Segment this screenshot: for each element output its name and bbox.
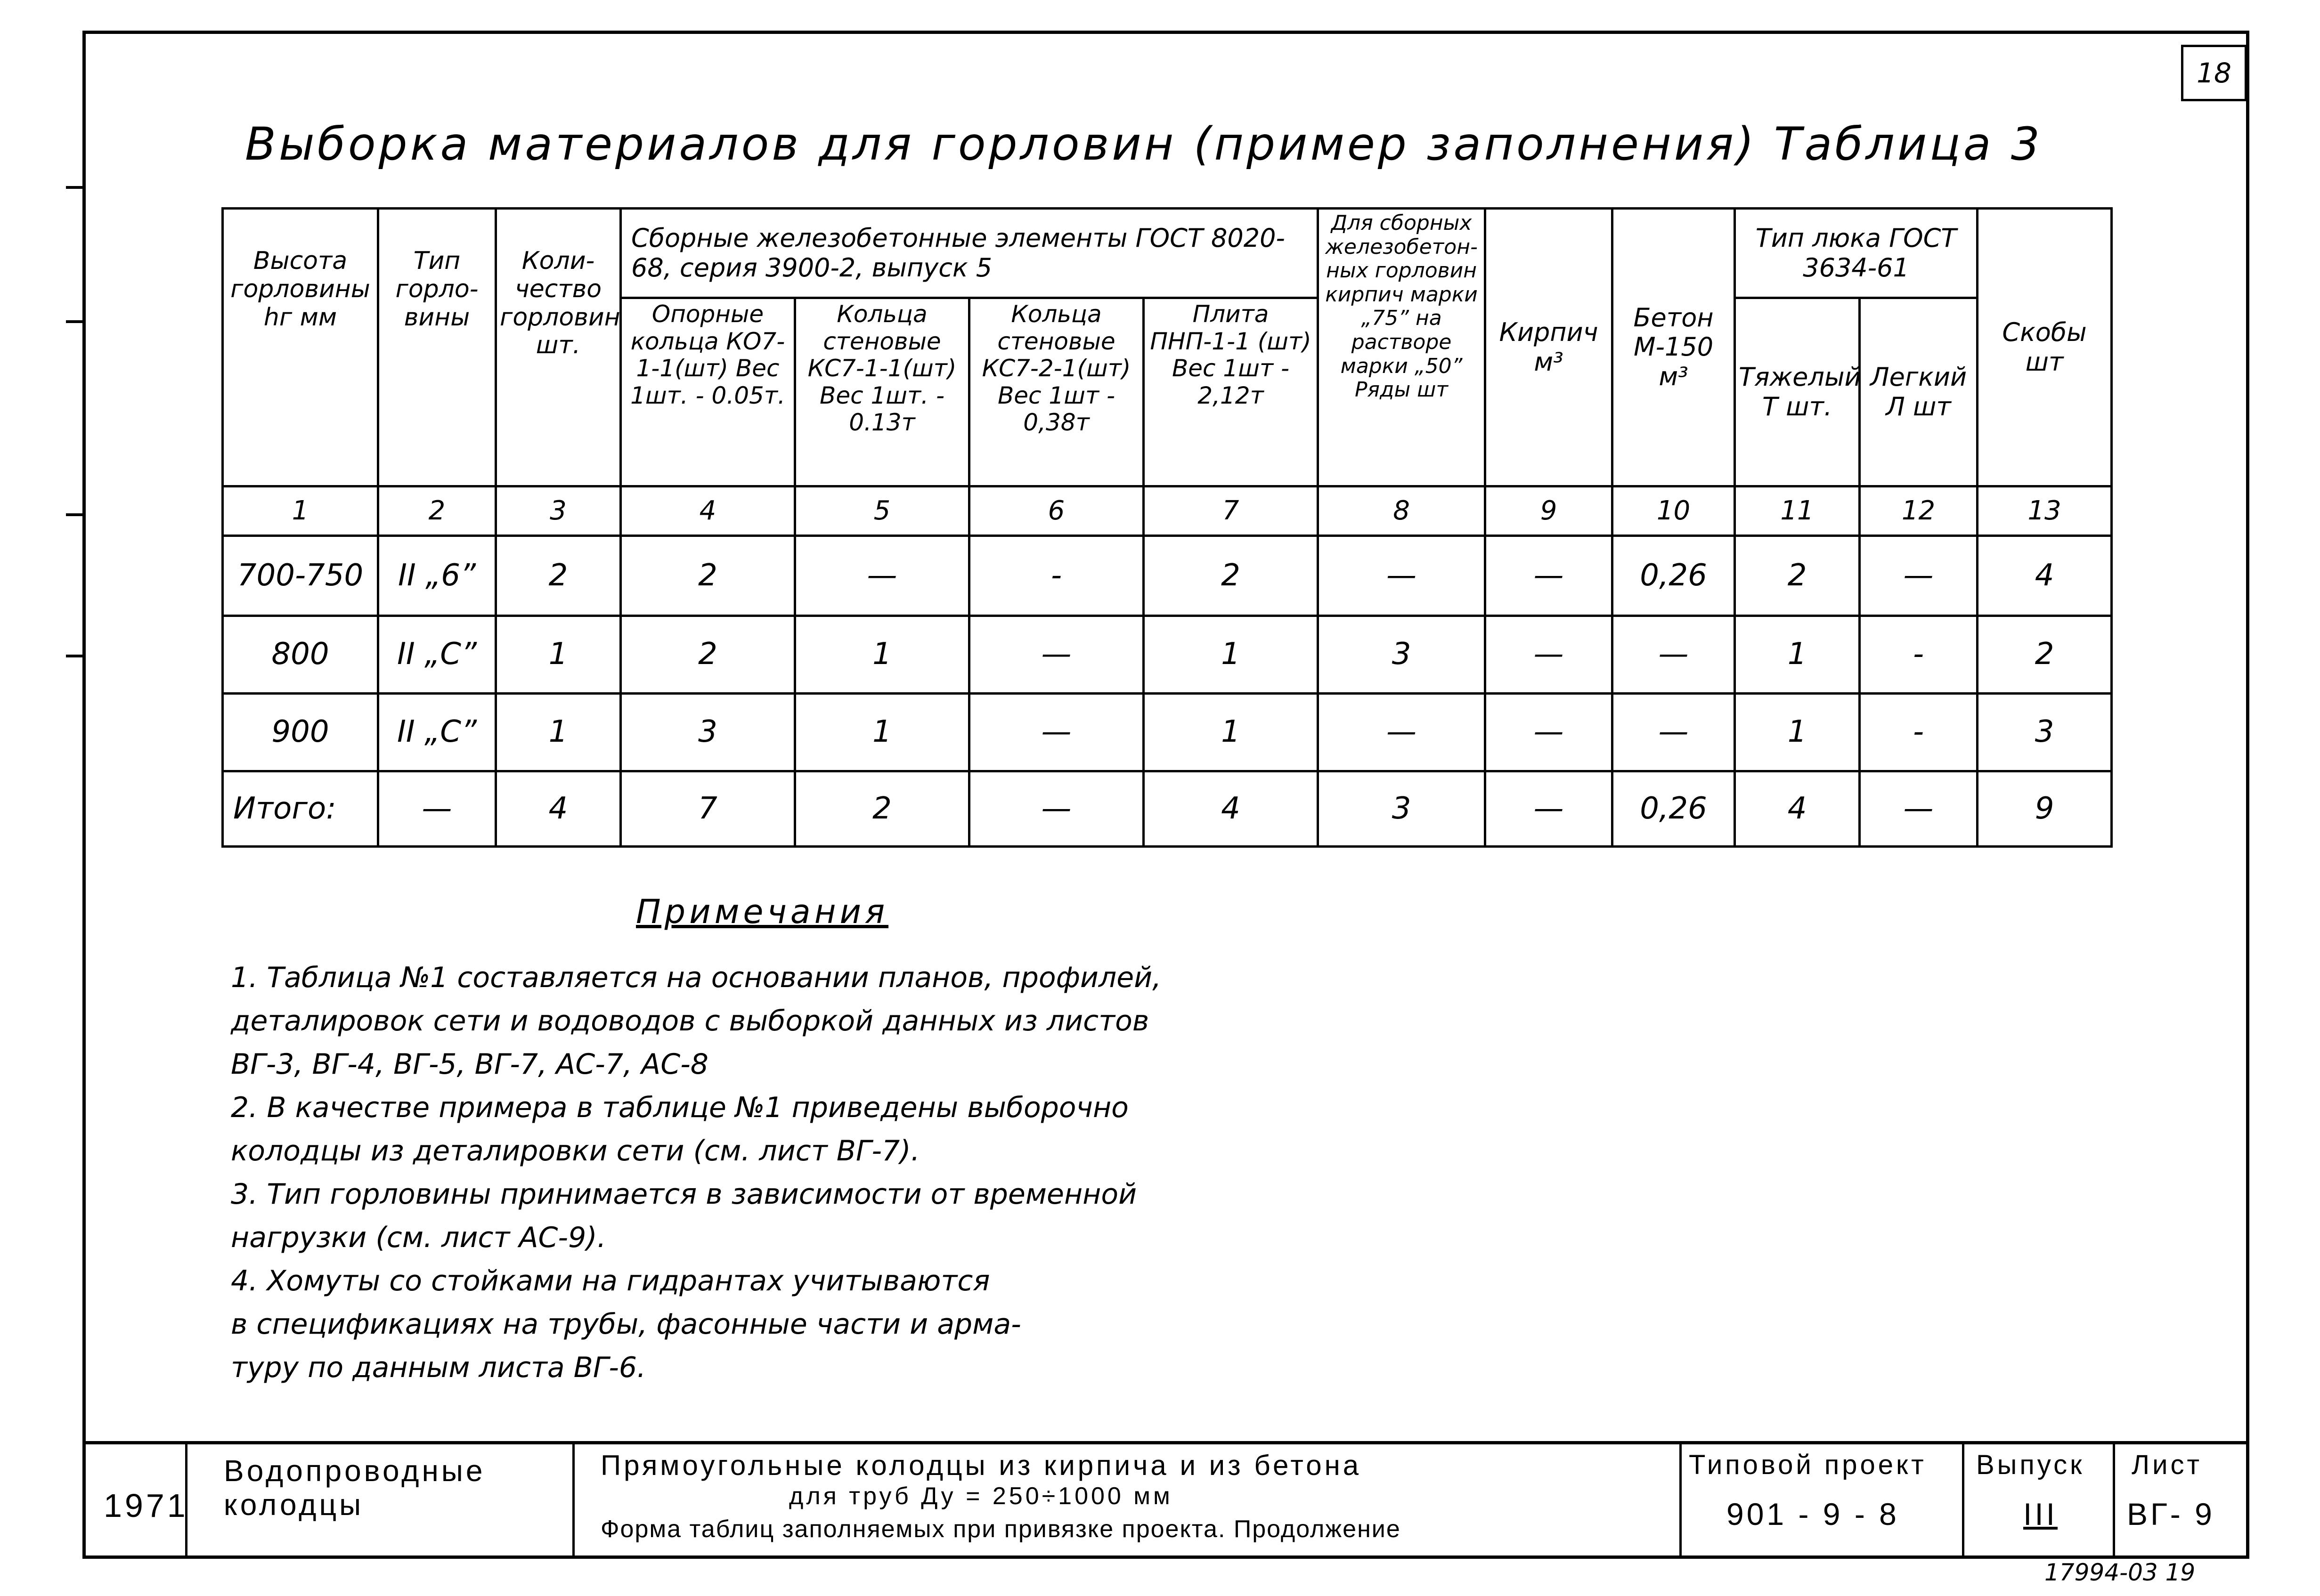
table-cell: 4 bbox=[1144, 771, 1318, 847]
table-cell: 1 bbox=[496, 616, 621, 694]
note-item: 2. В качестве примера в таблице №1 приведены выборочно колодцы из деталировки сети (см. лист ВГ-7). bbox=[231, 1091, 1129, 1167]
table-cell: 3 bbox=[1978, 694, 2112, 771]
table-cell: 2 bbox=[1144, 536, 1318, 616]
title-block-divider bbox=[2113, 1444, 2115, 1559]
frame-tick bbox=[66, 186, 85, 189]
column-number: 1 bbox=[223, 486, 378, 536]
column-number: 12 bbox=[1860, 486, 1978, 536]
table-cell: 3 bbox=[1318, 616, 1485, 694]
col-header-brick: Кирпич м³ bbox=[1485, 209, 1612, 486]
table-row bbox=[223, 694, 2112, 771]
col-header-heavy: Тяжелый Т шт. bbox=[1735, 298, 1860, 486]
column-numbers-row bbox=[223, 486, 2112, 536]
col-header-slab: Плита ПНП-1-1 (шт) Вес 1шт - 2,12т bbox=[1144, 298, 1318, 486]
page-title: Выборка материалов для горловин (пример заполнения) Таблица 3 bbox=[245, 118, 2043, 170]
table-cell: 1 bbox=[795, 694, 969, 771]
table-cell: — bbox=[1612, 694, 1735, 771]
group-header-hatch: Тип люка ГОСТ 3634-61 bbox=[1735, 209, 1978, 298]
header-row bbox=[223, 209, 2112, 298]
col-header-support-rings: Опорные кольца КО7-1-1(шт) Вес 1шт. - 0.05т. bbox=[621, 298, 795, 486]
table-cell: 2 bbox=[621, 616, 795, 694]
stamp-year: 1971 bbox=[104, 1487, 188, 1524]
table-cell: — bbox=[1612, 616, 1735, 694]
column-number: 9 bbox=[1485, 486, 1612, 536]
table-cell: - bbox=[1860, 694, 1978, 771]
total-row bbox=[223, 771, 2112, 847]
table-cell: — bbox=[1485, 694, 1612, 771]
stamp-subject: Водопроводные колодцы bbox=[224, 1454, 486, 1522]
table-cell: II „6” bbox=[378, 536, 496, 616]
table-cell: — bbox=[1860, 771, 1978, 847]
table-cell: — bbox=[969, 771, 1144, 847]
stamp-issue-value: III bbox=[2023, 1497, 2058, 1531]
col-header-concrete: Бетон М-150 м³ bbox=[1612, 209, 1735, 486]
table-cell: - bbox=[969, 536, 1144, 616]
title-block-divider bbox=[572, 1444, 575, 1559]
stamp-sheet-label: Лист bbox=[2132, 1450, 2203, 1480]
col-header-wall-rings-2: Кольца стеновые КС7-2-1(шт) Вес 1шт - 0,38т bbox=[969, 298, 1144, 486]
column-number: 3 bbox=[496, 486, 621, 536]
table-cell: 3 bbox=[1318, 771, 1485, 847]
col-header-light: Легкий Л шт bbox=[1860, 298, 1978, 486]
table-cell: II „С” bbox=[378, 616, 496, 694]
table-cell: 800 bbox=[223, 616, 378, 694]
title-block bbox=[82, 1441, 2249, 1559]
table-cell: 1 bbox=[1144, 616, 1318, 694]
column-number: 8 bbox=[1318, 486, 1485, 536]
stamp-issue-label: Выпуск bbox=[1976, 1450, 2085, 1480]
col-header-type: Тип горло-вины bbox=[378, 209, 496, 486]
column-number: 4 bbox=[621, 486, 795, 536]
column-number: 6 bbox=[969, 486, 1144, 536]
table-cell: 0,26 bbox=[1612, 771, 1735, 847]
table-cell: 4 bbox=[496, 771, 621, 847]
archive-number: 17994-03 19 bbox=[2044, 1559, 2196, 1586]
column-number: 7 bbox=[1144, 486, 1318, 536]
title-block-divider bbox=[1962, 1444, 1964, 1559]
table-cell: 2 bbox=[795, 771, 969, 847]
table-cell: — bbox=[1318, 536, 1485, 616]
col-header-height: Высота горловины hг мм bbox=[223, 209, 378, 486]
table-row bbox=[223, 536, 2112, 616]
col-header-brick-rows: Для сборных железобетон-ных горловин кирпич марки „75” на растворе марки „50” Ряды шт bbox=[1318, 209, 1485, 486]
table-cell: 2 bbox=[1978, 616, 2112, 694]
table-cell: 4 bbox=[1978, 536, 2112, 616]
table-cell: 1 bbox=[1144, 694, 1318, 771]
table-cell: — bbox=[969, 616, 1144, 694]
frame-tick bbox=[66, 320, 85, 323]
stamp-sheet-value: ВГ- 9 bbox=[2127, 1497, 2215, 1531]
table-cell: — bbox=[795, 536, 969, 616]
table-cell: 1 bbox=[795, 616, 969, 694]
table-cell: — bbox=[1485, 536, 1612, 616]
table-cell: 7 bbox=[621, 771, 795, 847]
table-cell: 1 bbox=[496, 694, 621, 771]
table-cell: 2 bbox=[1735, 536, 1860, 616]
stamp-project-label: Типовой проект bbox=[1689, 1450, 1927, 1480]
table-cell: — bbox=[969, 694, 1144, 771]
table-cell: 1 bbox=[1735, 694, 1860, 771]
stamp-description-line2: для труб Ду = 250÷1000 мм bbox=[789, 1483, 1173, 1510]
table-cell: 900 bbox=[223, 694, 378, 771]
column-number: 10 bbox=[1612, 486, 1735, 536]
notes-list bbox=[231, 956, 1550, 1389]
column-number: 2 bbox=[378, 486, 496, 536]
notes-title: Примечания bbox=[636, 892, 889, 931]
stamp-project-number: 901 - 9 - 8 bbox=[1726, 1497, 1899, 1531]
materials-table bbox=[221, 207, 2113, 848]
table-row bbox=[223, 616, 2112, 694]
total-label: Итого: bbox=[223, 771, 378, 847]
stamp-description-line1: Прямоугольные колодцы из кирпича и из бетона bbox=[601, 1450, 1362, 1481]
table-cell: - bbox=[1860, 616, 1978, 694]
table-cell: — bbox=[1485, 616, 1612, 694]
table-cell: — bbox=[1318, 694, 1485, 771]
column-number: 5 bbox=[795, 486, 969, 536]
table-cell: 2 bbox=[496, 536, 621, 616]
table-cell: 1 bbox=[1735, 616, 1860, 694]
table-cell: 2 bbox=[621, 536, 795, 616]
note-item: 3. Тип горловины принимается в зависимости от временной нагрузки (см. лист АС-9). bbox=[231, 1178, 1137, 1254]
sheet-number: 18 bbox=[2181, 45, 2247, 101]
column-number: 11 bbox=[1735, 486, 1860, 536]
stamp-description-line3: Форма таблиц заполняемых при привязке проекта. Продолжение bbox=[601, 1515, 1401, 1543]
table-cell: 0,26 bbox=[1612, 536, 1735, 616]
column-number: 13 bbox=[1978, 486, 2112, 536]
title-block-divider bbox=[1679, 1444, 1682, 1559]
table-cell: 700-750 bbox=[223, 536, 378, 616]
group-header-precast: Сборные железобетонные элементы ГОСТ 8020-68, серия 3900-2, выпуск 5 bbox=[621, 209, 1318, 298]
table-cell: — bbox=[1860, 536, 1978, 616]
col-header-count: Коли-чество горловин шт. bbox=[496, 209, 621, 486]
table-cell: 9 bbox=[1978, 771, 2112, 847]
table-cell: 3 bbox=[621, 694, 795, 771]
table-cell: — bbox=[378, 771, 496, 847]
frame-tick bbox=[66, 513, 85, 516]
col-header-brackets: Скобы шт bbox=[1978, 209, 2112, 486]
table-cell: II „С” bbox=[378, 694, 496, 771]
note-item: 1. Таблица №1 составляется на основании планов, профилей, деталировок сети и водоводов с выборкой данных из листов ВГ-3, ВГ-4, ВГ-5, ВГ-7, АС-7, АС-8 bbox=[231, 961, 1162, 1081]
note-item: 4. Хомуты со стойками на гидрантах учитываются в спецификациях на трубы, фасонные части и арма- туру по данным листа ВГ-6. bbox=[231, 1264, 1021, 1384]
table-cell: 4 bbox=[1735, 771, 1860, 847]
table-cell: — bbox=[1485, 771, 1612, 847]
frame-tick bbox=[66, 655, 85, 657]
col-header-wall-rings-1: Кольца стеновые КС7-1-1(шт) Вес 1шт. - 0.13т bbox=[795, 298, 969, 486]
